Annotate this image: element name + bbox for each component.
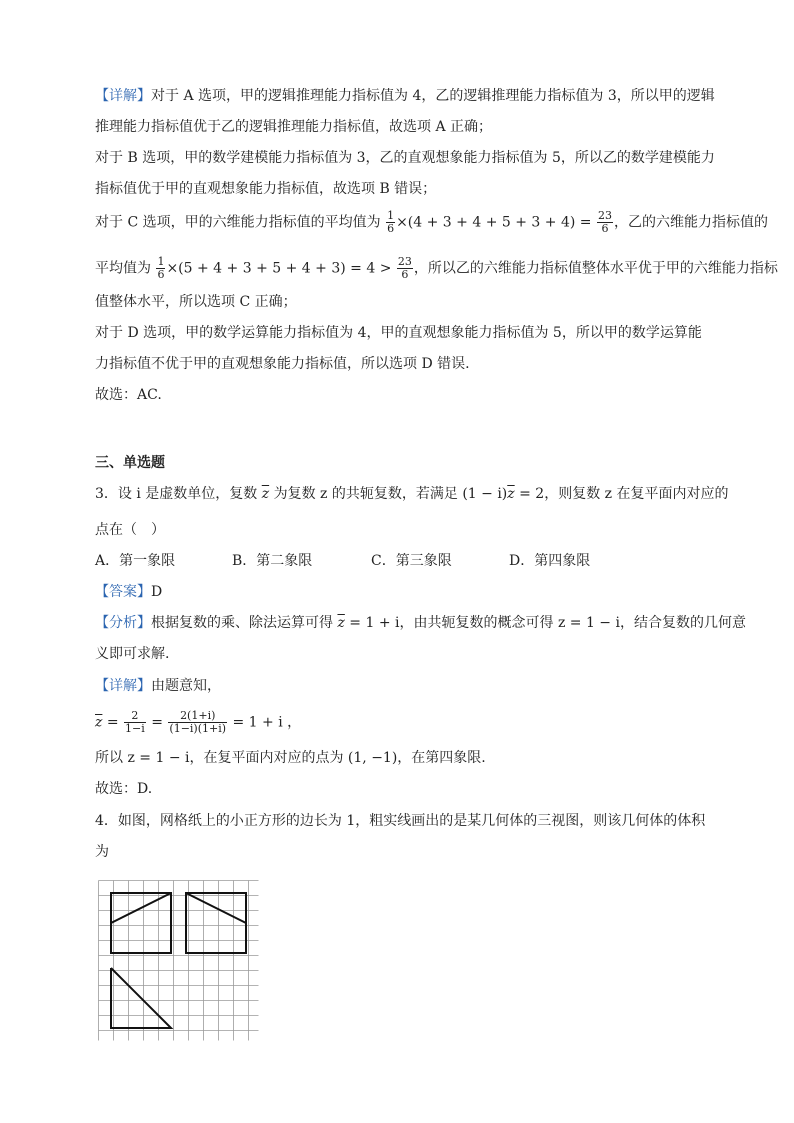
detail-line-5 [95,210,768,235]
z-bar: $\overline{z}$ [261,486,270,502]
fraction-23-6 [397,256,413,281]
numerator: 1 [157,255,165,268]
detail-line-6 [95,256,778,281]
denominator: 6 [601,222,609,235]
analysis-tag: 【分析】 [95,615,151,631]
text: = 2，则复数 z 在复平面内对应的 [519,486,729,502]
denominator: 6 [387,222,395,235]
detail-line-4: 指标值优于甲的直观想象能力指标值，故选项 B 错误； [95,181,437,197]
denominator: 1−i [125,722,145,735]
detail-line-1 [95,86,715,106]
detail-line-8: 对于 D 选项，甲的数学运算能力指标值为 4，甲的直观想象能力指标值为 5，所以甲的数学运算能 [95,325,702,341]
top-view [111,968,171,1028]
detail-tag: 【详解】 [95,88,151,104]
q3-line-1 [95,484,728,504]
grid-lines [99,881,263,1045]
q3-analysis-1 [95,613,746,633]
q3-options [95,551,655,571]
detail-tag: 【详解】 [95,678,151,694]
q3-analysis-2: 义即可求解. [95,646,170,662]
answer-tag: 【答案】 [95,584,151,600]
detail-line-7: 值整体水平，所以选项 C 正确； [95,294,297,310]
text: ，乙的六维能力指标值的 [613,214,768,231]
detail-line-9: 力指标值不优于甲的直观想象能力指标值，所以选项 D 错误. [95,356,470,372]
text: 对于 C 选项，甲的六维能力指标值的平均值为 [95,214,381,231]
q4-line-1: 4．如图，网格纸上的小正方形的边长为 1，粗实线画出的是某几何体的三视图，则该几何体的体积 [95,813,706,829]
numerator: 23 [397,255,412,268]
section-title: 三、单选题 [95,455,165,471]
text: = 1 + i，由共轭复数的概念可得 z = 1 − i，结合复数的几何意 [349,615,746,631]
option-b: B．第二象限 [232,553,313,569]
text: 3．设 i 是虚数单位，复数 [95,486,258,502]
fraction-1-6 [386,210,395,235]
side-view-square [186,893,246,953]
detail-text: 对于 A 选项，甲的逻辑推理能力指标值为 4，乙的逻辑推理能力指标值为 3，所以甲的逻辑 [151,88,715,104]
q3-detail-3: 所以 z = 1 − i，在复平面内对应的点为 (1, −1)，在第四象限. [95,750,486,766]
q3-answer [95,582,162,602]
detail-line-2: 推理能力指标值优于乙的逻辑推理能力指标值，故选项 A 正确； [95,119,493,135]
answer-value: D [151,584,163,600]
fraction-23-6 [597,210,613,235]
front-view-diagonal [111,893,171,923]
equals: = [106,714,119,731]
equals: = [151,714,163,731]
q4-line-2: 为 [95,844,109,860]
numerator: 23 [597,209,612,222]
fraction [168,710,227,735]
side-view-diagonal [186,893,246,923]
text: ，所以乙的六维能力指标值整体水平优于甲的六维能力指标 [413,260,778,277]
option-d: D．第四象限 [509,553,591,569]
option-a: A．第一象限 [95,553,176,569]
detail-line-3: 对于 B 选项，甲的数学建模能力指标值为 3，乙的直观想象能力指标值为 5，所以乙的数学建模能力 [95,150,715,166]
z-bar: $\overline{z}$ [337,615,345,631]
front-view-square [111,893,171,953]
numerator: 1 [387,209,395,222]
text: ×(4 + 3 + 4 + 5 + 3 + 4) = [396,214,592,231]
denominator: 6 [401,268,409,281]
text: 为复数 z 的共轭复数，若满足 (1 − i) [273,486,508,502]
q3-line-2: 点在（ ） [95,522,165,538]
z-bar: $\overline{z}$ [95,714,103,731]
text: ×(5 + 4 + 3 + 5 + 4 + 3) = 4 > [166,260,392,277]
q3-detail-1 [95,676,221,696]
fraction-1-6 [156,256,165,281]
z-bar: $\overline{z}$ [507,486,515,502]
text: 根据复数的乘、除法运算可得 [151,615,333,631]
denominator: (1−i)(1+i) [169,722,227,735]
q3-equation [95,710,301,735]
text: 平均值为 [95,260,151,277]
numerator: 2(1+i) [168,710,227,723]
text: 由题意知， [151,678,221,694]
front-view [111,893,171,953]
option-c: C．第三象限 [371,553,452,569]
text: = 1 + i ， [232,714,302,731]
top-view-triangle [111,968,171,1028]
numerator: 2 [124,710,146,723]
denominator: 6 [157,268,165,281]
q3-final: 故选：D. [95,781,153,797]
detail-answer: 故选：AC. [95,387,162,403]
three-view-figure [96,878,262,1044]
side-view [186,893,246,953]
fraction [124,710,146,735]
